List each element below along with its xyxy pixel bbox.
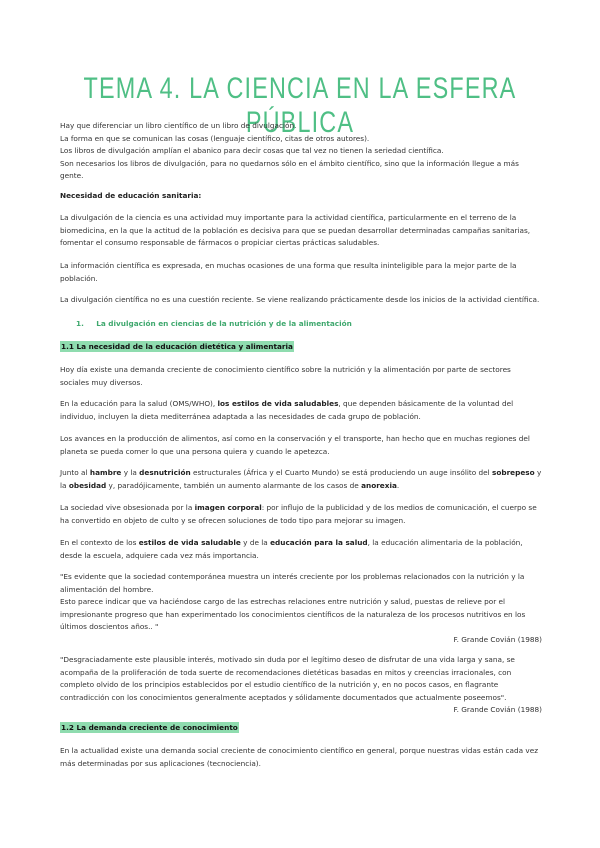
subheading-1-2 bbox=[60, 722, 542, 735]
intro-line: Los libros de divulgación amplían el abanico para decir cosas que tal vez no tienen la seriedad científica. bbox=[60, 146, 444, 156]
highlighted-subheading: 1.2 La demanda creciente de conocimiento bbox=[61, 723, 238, 732]
intro-block bbox=[60, 120, 542, 183]
text: En el contexto de los bbox=[60, 538, 139, 547]
intro-line: La forma en que se comunican las cosas (lenguaje científico, citas de otros autores). bbox=[60, 133, 370, 143]
list-item-1 bbox=[76, 318, 542, 331]
list-number: 1. bbox=[76, 319, 84, 328]
text: y de la bbox=[240, 538, 271, 547]
text: , la educación alimentaria de la población, desde la escuela, adquiere cada vez más importancia. bbox=[60, 538, 523, 560]
quote-text: "Desgraciadamente este plausible interés, motivado sin duda por el legítimo deseo de disfrutar de una vida larga y sana, se acompaña de la proliferación de toda suerte de recomendaciones dietéticas basadas en mitos y creencias irracionales, con completo olvido de los principios establecidos por el estudio científico de la nutrición y, en no pocos casos, en flagrante contradicción con los conocimientos generalmente aceptados y sólidamente documentados que actualmente poseemos". bbox=[60, 655, 515, 702]
quote-line: "Es evidente que la sociedad contemporánea muestra un interés creciente por los problemas relacionados con la nutrición y la alimentación del hombre. bbox=[60, 572, 525, 594]
bold-text: anorexia bbox=[361, 480, 397, 490]
highlighted-subheading: 1.1 La necesidad de la educación dietética y alimentaria bbox=[61, 342, 293, 351]
text: Junto al bbox=[60, 468, 90, 477]
paragraph-contexto bbox=[60, 537, 542, 562]
text: . bbox=[396, 480, 400, 490]
intro-line: Son necesarios los libros de divulgación, para no quedarnos sólo en el ámbito científico, sino que la información llegue a más gente. bbox=[60, 158, 519, 181]
text: y la bbox=[60, 468, 542, 490]
section-heading: Necesidad de educación sanitaria: bbox=[60, 191, 202, 200]
paragraph: Los avances en la producción de alimentos, así como en la conservación y el transporte, han hecho que en muchas regiones del planeta se pueda comer lo que una persona quiera y cuando le apetezca. bbox=[60, 434, 530, 456]
text: , que dependen básicamente de la voluntad del individuo, incluyen la dieta mediterránea adaptada a las necesidades de cada grupo de población. bbox=[60, 399, 514, 421]
paragraph: La información científica es expresada, en muchas ocasiones de una forma que resulta ininteligible para la mejor parte de la población. bbox=[60, 261, 517, 283]
text: y, paradójicamente, también un aumento alarmante de los casos de bbox=[106, 480, 362, 490]
quote-author: F. Grande Covián (1988) bbox=[453, 705, 542, 715]
paragraph-oms bbox=[60, 398, 542, 423]
bold-text: estilos de vida saludable bbox=[138, 538, 241, 547]
subheading-1-1 bbox=[60, 341, 542, 354]
bold-text: hambre bbox=[89, 468, 122, 477]
bold-text: los estilos de vida saludables bbox=[217, 399, 339, 408]
quote-author: F. Grande Covián (1988) bbox=[453, 634, 542, 644]
bold-text: educación para la salud bbox=[270, 538, 368, 547]
paragraph-imagen bbox=[60, 502, 542, 527]
bold-text: obesidad bbox=[68, 480, 107, 490]
text: estructurales (África y el Cuarto Mundo) se está produciendo un auge insólito del bbox=[190, 468, 492, 477]
text: En la educación para la salud (OMS/WHO), bbox=[60, 399, 218, 408]
list-text: La divulgación en ciencias de la nutrición y de la alimentación bbox=[96, 319, 352, 328]
paragraph: En la actualidad existe una demanda social creciente de conocimiento científico en general, porque nuestras vidas están cada vez más determinadas por sus aplicaciones (tecnociencia). bbox=[60, 746, 539, 768]
paragraph: La divulgación de la ciencia es una actividad muy importante para la actividad científica, particularmente en el terreno de la biomedicina, en la que la actitud de la población es decisiva para que se puedan desarrollar determinadas campañas sanitarias, fomentar el consumo responsable de fármacos o propiciar ciertas prácticas saludables. bbox=[60, 213, 531, 248]
quote-line: Esto parece indicar que va haciéndose cargo de las estrechas relaciones entre nutrición y salud, puestas de relieve por el impresionante progreso que han experimentado los conocimientos científicos de la naturaleza de los procesos nutritivos en los últimos doscientos años.. " bbox=[60, 597, 526, 632]
quote-2 bbox=[60, 654, 542, 717]
page-title: TEMA 4. LA CIENCIA EN LA ESFERA PÚBLICA bbox=[83, 72, 517, 139]
text: La sociedad vive obsesionada por la bbox=[60, 503, 195, 512]
quote-1 bbox=[60, 571, 542, 647]
text: : por influjo de la publicidad y de los medios de comunicación, el cuerpo se ha convertido en objeto de culto y se ofrecen soluciones de todo tipo para mejorar su imagen. bbox=[60, 503, 537, 525]
bold-text: imagen corporal bbox=[194, 503, 262, 512]
bold-text: desnutrición bbox=[139, 468, 191, 477]
text: y la bbox=[121, 468, 140, 477]
paragraph: Hoy día existe una demanda creciente de conocimiento científico sobre la nutrición y la alimentación por parte de sectores sociales muy diversos. bbox=[60, 365, 511, 387]
intro-line: Hay que diferenciar un libro científico de un libro de divulgación. bbox=[60, 121, 297, 130]
bold-text: sobrepeso bbox=[492, 468, 535, 477]
paragraph: La divulgación científica no es una cuestión reciente. Se viene realizando prácticamente desde los inicios de la actividad científica. bbox=[60, 295, 540, 304]
paragraph-hambre bbox=[60, 467, 542, 492]
